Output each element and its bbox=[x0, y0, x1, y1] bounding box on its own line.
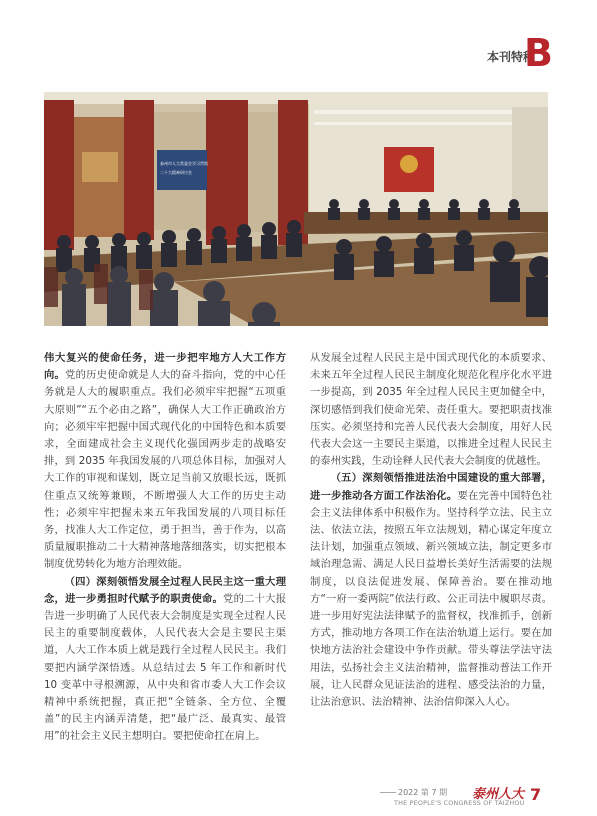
right-p2-body: 要在完善中国特色社会主义法律体系中积极作为。坚持科学立法、民主立法、依法立法，按照五年立法规划，精心谋定年度立法计划，加强重点领域、新兴领域立法，制定更多市域治理急需、满足人民日益增长美好生活需要的法规制度，以良法促进发展、保障善治。要在推动地方“一府一委两院”依法行政、公正司法中履职尽责。进一步用好宪法法律赋予的监督权，找准抓手，创新方式，推动地方各项工作在法治轨道上运行。要在加快地方法治社会建设中争作贡献。带头尊法学法守法用法，弘扬社会主义法治精神，监督推动普法工作开展，让人民群众见证法治的进程、感受法治的力量，让法治意识、法治精神、法治信仰深入人心。 bbox=[310, 489, 553, 709]
left-p2-heading: （四）深刻领悟发展全过程人民民主这一重大理念，进一步勇担时代赋予的职责使命。 bbox=[44, 575, 286, 605]
left-paragraph-2 bbox=[44, 574, 286, 746]
right-column bbox=[310, 350, 552, 711]
screen-text-1: 泰州市人大常委会学习贯彻 bbox=[160, 161, 208, 166]
left-p2-body: 党的二十大报告进一步明确了人民代表大会制度是实现全过程人民民主的重要制度载体，人民代表大会是主要民主渠道，人大工作本质上就是践行全过程人民民主。我们要把内涵学深悟透。从总结过去 5 年工作和新时代 10 变革中寻根溯源，从中央和省市委人大工作会议精神中系统把握，真正把“全链条、全方位、全覆盖”的民主内涵弄清楚，把“最广泛、最真实、最管用”的社会主义民主想明白。要把使命扛在肩上。 bbox=[44, 592, 287, 743]
magazine-subtitle: THE PEOPLE'S CONGRESS OF TAIZHOU bbox=[394, 799, 525, 807]
magazine-logo: 泰州人大 bbox=[472, 787, 525, 802]
screen-text-2: 二十大精神研讨会 bbox=[160, 170, 192, 175]
section-letter: B bbox=[524, 31, 553, 75]
page-footer bbox=[380, 787, 556, 811]
right-paragraph-2 bbox=[310, 470, 552, 711]
footer-rule bbox=[380, 792, 396, 793]
section-label: 本刊特稿 bbox=[487, 50, 536, 64]
left-column bbox=[44, 350, 286, 746]
issue-number: 2022 第 7 期 bbox=[398, 788, 448, 797]
meeting-photo bbox=[44, 92, 548, 326]
right-paragraph-1: 从发展全过程人民民主是中国式现代化的本质要求、未来五年全过程人民民主制度化规范化程序化水平进一步提高，到 2035 年全过程人民民主更加健全中，深切感悟到我们使命光荣、责任重大。要把职责找准压实。必须坚持和完善人民代表大会制度，用好人民代表大会这一主要民主渠道，以推进全过程人民民主的泰州实践，生动诠释人民代表大会制度的优越性。 bbox=[310, 352, 552, 468]
right-p2-heading: （五）深刻领悟推进法治中国建设的重大部署，进一步推动各方面工作法治化。 bbox=[310, 472, 552, 502]
left-p1-body: 党的历史使命就是人大的奋斗指向，党的中心任务就是人大的履职重点。我们必须牢牢把握“五项重大原则”“五个必由之路”，确保人大工作正确政治方向；必须牢牢把握中国式现代化的中国特色和本质要求，全面建成社会主义现代化强国两步走的战略安排，到 2035 年我国发展的八项总体目标，加强对人大工作的审视和谋划，既立足当前又放眼长远，既抓住重点又统筹兼顾，不断增强人大工作的历史主动性；必须牢牢把握未来五年我国发展的八项目标任务，找准人大工作定位，勇于担当，善于作为，以高质量履职推动二十大精神落地落细落实，切实把根本制度优势转化为地方治理效能。 bbox=[44, 369, 287, 571]
left-p1-heading: 伟大复兴的使命任务，进一步把牢地方人大工作方向。 bbox=[44, 352, 286, 382]
page-number: 7 bbox=[530, 785, 542, 804]
left-paragraph-1 bbox=[44, 350, 286, 574]
